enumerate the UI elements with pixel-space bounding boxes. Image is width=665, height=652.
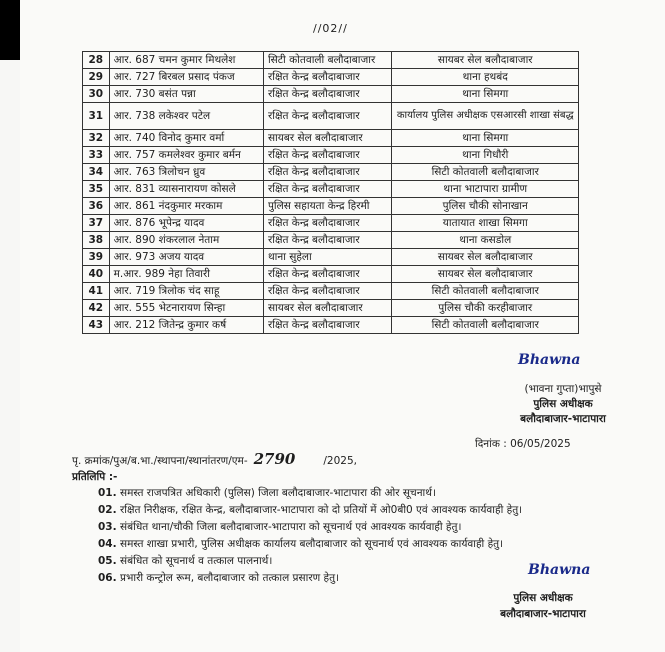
signature-2: Bhawna <box>528 562 591 578</box>
cell-to: पुलिस चौकी करहीबाजार <box>392 300 579 317</box>
cell-sn: 40 <box>83 266 110 283</box>
reference-year: /2025, <box>323 455 357 467</box>
list-item-number: 04. <box>98 538 117 550</box>
list-item-text: संबंधित को सूचनार्थ व तत्काल पालनार्थ। <box>120 555 273 567</box>
cell-sn: 31 <box>83 103 110 130</box>
list-item-number: 05. <box>98 555 117 567</box>
table-row <box>83 164 579 181</box>
cell-name: आर. 876 भूपेन्द्र यादव <box>109 215 263 232</box>
cell-to: थाना भाटापारा ग्रामीण <box>392 181 579 198</box>
table-row <box>83 215 579 232</box>
cell-to: यातायात शाखा सिमगा <box>392 215 579 232</box>
transfer-table <box>82 51 579 334</box>
cell-from: रक्षित केन्द्र बलौदाबाजार <box>263 86 392 103</box>
table-row <box>83 249 579 266</box>
cell-sn: 28 <box>83 52 110 69</box>
reference-number: 2790 <box>253 450 296 468</box>
list-item-number: 03. <box>98 521 117 533</box>
list-item-text: समस्त राजपत्रित अधिकारी (पुलिस) जिला बलौदाबाजार-भाटापारा की ओर सूचनार्थ। <box>120 487 436 499</box>
cell-sn: 43 <box>83 317 110 334</box>
cell-to: थाना गिधौरी <box>392 147 579 164</box>
cell-name: आर. 738 लकेश्वर पटेल <box>109 103 263 130</box>
table-row <box>83 283 579 300</box>
cell-to: सिटी कोतवाली बलौदाबाजार <box>392 283 579 300</box>
cell-to: थाना सिमगा <box>392 86 579 103</box>
list-item-text: प्रभारी कन्ट्रोल रूम, बलौदाबाजार को तत्काल प्रसारण हेतु। <box>120 572 340 584</box>
cell-sn: 41 <box>83 283 110 300</box>
list-item <box>98 519 522 536</box>
table-row <box>83 317 579 334</box>
cell-sn: 38 <box>83 232 110 249</box>
cell-from: रक्षित केन्द्र बलौदाबाजार <box>263 317 392 334</box>
cell-name: आर. 973 अजय यादव <box>109 249 263 266</box>
cell-sn: 36 <box>83 198 110 215</box>
officer-block <box>488 382 638 427</box>
copy-list <box>98 485 522 587</box>
cell-from: सिटी कोतवाली बलौदाबाजार <box>263 52 392 69</box>
table-row <box>83 232 579 249</box>
reference-prefix: पृ. क्रमांक/पुअ/ब.भा./स्थापना/स्थानांतरण/एम- <box>72 455 248 467</box>
cell-to: थाना हथबंद <box>392 69 579 86</box>
list-item <box>98 553 522 570</box>
cell-from: पुलिस सहायता केन्द्र हिरमी <box>263 198 392 215</box>
cell-name: आर. 212 जितेन्द्र कुमार कर्ष <box>109 317 263 334</box>
table-row <box>83 147 579 164</box>
cell-from: थाना सुहेला <box>263 249 392 266</box>
cell-sn: 39 <box>83 249 110 266</box>
list-item <box>98 485 522 502</box>
cell-name: आर. 831 व्यासनारायण कोसले <box>109 181 263 198</box>
scan-edge <box>0 0 20 60</box>
table-row <box>83 69 579 86</box>
cell-from: रक्षित केन्द्र बलौदाबाजार <box>263 147 392 164</box>
cell-sn: 35 <box>83 181 110 198</box>
cell-to: थाना कसडोल <box>392 232 579 249</box>
cell-name: आर. 890 शंकरलाल नेताम <box>109 232 263 249</box>
cell-to: कार्यालय पुलिस अधीक्षक एसआरसी शाखा संबद्ध <box>392 103 579 130</box>
table-row <box>83 130 579 147</box>
cell-from: रक्षित केन्द्र बलौदाबाजार <box>263 215 392 232</box>
footer-district: बलौदाबाजार-भाटापारा <box>500 608 586 620</box>
cell-from: रक्षित केन्द्र बलौदाबाजार <box>263 283 392 300</box>
cell-sn: 30 <box>83 86 110 103</box>
cell-from: सायबर सेल बलौदाबाजार <box>263 300 392 317</box>
cell-from: रक्षित केन्द्र बलौदाबाजार <box>263 232 392 249</box>
cell-name: आर. 555 भेटनारायण सिन्हा <box>109 300 263 317</box>
cell-to: सायबर सेल बलौदाबाजार <box>392 52 579 69</box>
cell-to: पुलिस चौकी सोनाखान <box>392 198 579 215</box>
officer-designation: पुलिस अधीक्षक <box>533 398 593 410</box>
cell-sn: 42 <box>83 300 110 317</box>
cell-name: आर. 719 त्रिलोक चंद साहू <box>109 283 263 300</box>
cell-sn: 37 <box>83 215 110 232</box>
cell-name: आर. 861 नंदकुमार मरकाम <box>109 198 263 215</box>
table-row <box>83 266 579 283</box>
table-row <box>83 52 579 69</box>
table-row <box>83 86 579 103</box>
cell-sn: 33 <box>83 147 110 164</box>
cell-to: सायबर सेल बलौदाबाजार <box>392 249 579 266</box>
list-item-text: समस्त शाखा प्रभारी, पुलिस अधीक्षक कार्यालय बलौदाबाजार को सूचनार्थ एवं आवश्यक कार्यवाही हेतु। <box>120 538 504 550</box>
cell-to: सिटी कोतवाली बलौदाबाजार <box>392 164 579 181</box>
cell-name: आर. 730 बसंत पन्ना <box>109 86 263 103</box>
cell-from: रक्षित केन्द्र बलौदाबाजार <box>263 164 392 181</box>
list-item <box>98 502 522 519</box>
officer-name: (भावना गुप्ता)भापुसे <box>524 383 602 395</box>
list-item-number: 01. <box>98 487 117 499</box>
reference-line <box>72 450 357 468</box>
list-item <box>98 570 522 587</box>
cell-from: रक्षित केन्द्र बलौदाबाजार <box>263 266 392 283</box>
signature-1: Bhawna <box>518 352 581 368</box>
cell-name: आर. 763 त्रिलोचन ध्रुव <box>109 164 263 181</box>
cell-name: आर. 740 विनोद कुमार वर्मा <box>109 130 263 147</box>
cell-name: आर. 727 बिरबल प्रसाद पंकज <box>109 69 263 86</box>
footer-block <box>484 590 602 622</box>
cell-from: रक्षित केन्द्र बलौदाबाजार <box>263 69 392 86</box>
officer-district: बलौदाबाजार-भाटापारा <box>520 413 606 425</box>
cell-from: सायबर सेल बलौदाबाजार <box>263 130 392 147</box>
list-item-text: रक्षित निरीक्षक, रक्षित केन्द्र, बलौदाबाजार-भाटापारा को दो प्रतियों में ओ0बी0 एवं आवश्यक कार्यवाही हेतु। <box>120 504 523 516</box>
cell-from: रक्षित केन्द्र बलौदाबाजार <box>263 181 392 198</box>
cell-to: थाना सिमगा <box>392 130 579 147</box>
cell-from: रक्षित केन्द्र बलौदाबाजार <box>263 103 392 130</box>
table-row <box>83 198 579 215</box>
list-item-number: 02. <box>98 504 117 516</box>
cell-name: आर. 687 चमन कुमार मिथलेश <box>109 52 263 69</box>
list-item-text: संबंधित थाना/चौकी जिला बलौदाबाजार-भाटापारा को सूचनार्थ एवं आवश्यक कार्यवाही हेतु। <box>120 521 462 533</box>
cell-sn: 32 <box>83 130 110 147</box>
cell-to: सायबर सेल बलौदाबाजार <box>392 266 579 283</box>
page-number: //02// <box>313 22 348 35</box>
cell-sn: 29 <box>83 69 110 86</box>
order-date: दिनांक : 06/05/2025 <box>475 438 571 450</box>
list-item-number: 06. <box>98 572 117 584</box>
cell-to: सिटी कोतवाली बलौदाबाजार <box>392 317 579 334</box>
table-row <box>83 300 579 317</box>
cell-name: म.आर. 989 नेहा तिवारी <box>109 266 263 283</box>
table-row <box>83 103 579 130</box>
table-row <box>83 181 579 198</box>
list-item <box>98 536 522 553</box>
cell-name: आर. 757 कमलेश्वर कुमार बर्मन <box>109 147 263 164</box>
cell-sn: 34 <box>83 164 110 181</box>
copy-heading: प्रतिलिपि :- <box>72 471 118 483</box>
footer-designation: पुलिस अधीक्षक <box>513 592 573 604</box>
